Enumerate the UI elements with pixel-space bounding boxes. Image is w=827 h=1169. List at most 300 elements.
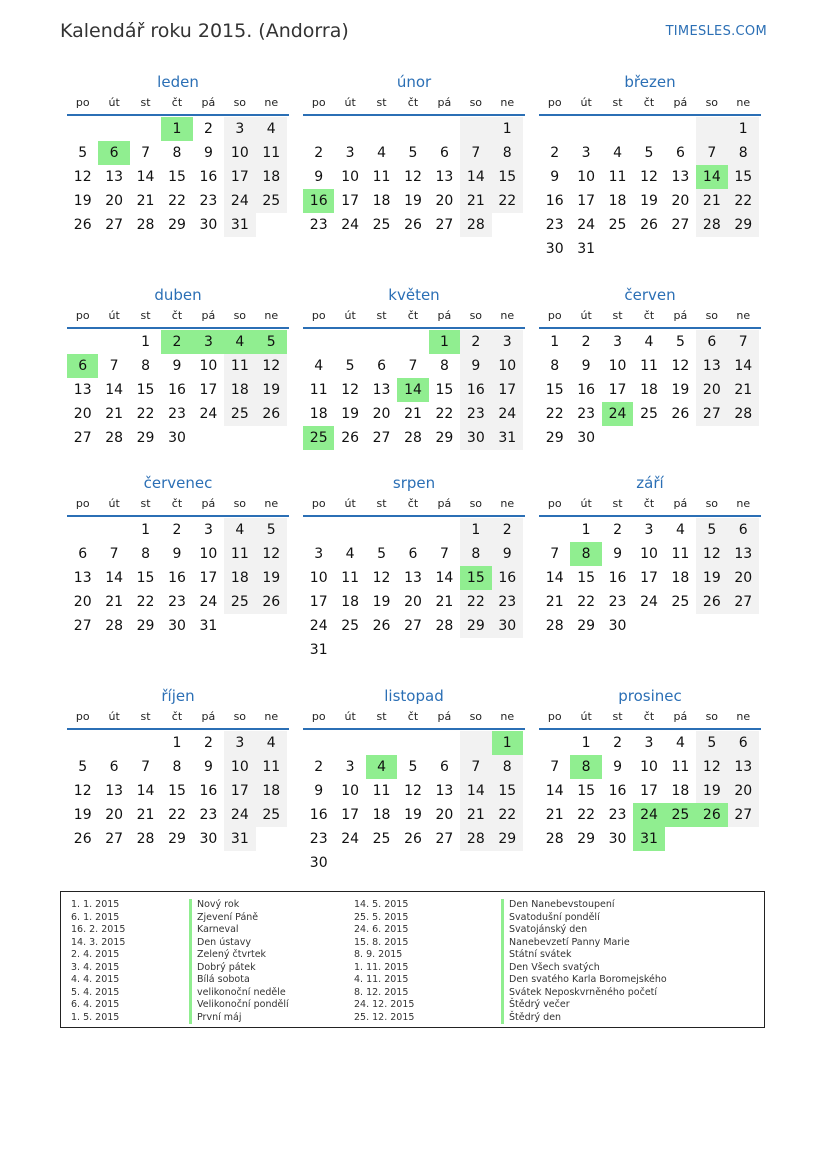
day-cell[interactable]: 27 — [105, 831, 124, 847]
day-cell[interactable]: 10 — [199, 358, 218, 374]
day-cell[interactable]: 15 — [577, 570, 596, 586]
holiday-day-cell[interactable]: 14 — [696, 165, 727, 189]
day-cell[interactable]: 21 — [136, 807, 155, 823]
day-cell[interactable]: 13 — [73, 382, 92, 398]
day-cell[interactable]: 6 — [78, 546, 88, 562]
day-cell[interactable]: 2 — [203, 121, 213, 137]
day-cell[interactable]: 20 — [105, 807, 124, 823]
day-cell[interactable]: 31 — [309, 642, 328, 658]
day-cell[interactable]: 26 — [256, 590, 287, 614]
day-cell[interactable]: 27 — [671, 217, 690, 233]
day-cell[interactable]: 28 — [728, 402, 759, 426]
day-cell[interactable]: 17 — [640, 570, 658, 586]
day-cell[interactable]: 12 — [73, 169, 92, 185]
day-cell[interactable]: 11 — [671, 759, 690, 775]
day-cell[interactable]: 12 — [640, 169, 658, 185]
day-cell[interactable]: 27 — [404, 618, 422, 634]
day-cell[interactable]: 27 — [696, 402, 727, 426]
day-cell[interactable]: 27 — [728, 803, 759, 827]
day-cell[interactable]: 20 — [435, 807, 454, 823]
holiday-day-cell[interactable]: 24 — [633, 803, 664, 827]
day-cell[interactable]: 23 — [577, 406, 596, 422]
day-cell[interactable]: 21 — [105, 594, 124, 610]
day-cell[interactable]: 31 — [577, 241, 596, 257]
day-cell[interactable]: 15 — [577, 783, 596, 799]
day-cell[interactable]: 29 — [577, 831, 596, 847]
day-cell[interactable]: 23 — [492, 590, 523, 614]
day-cell[interactable]: 4 — [256, 731, 287, 755]
day-cell[interactable]: 7 — [550, 759, 560, 775]
day-cell[interactable]: 26 — [256, 402, 287, 426]
day-cell[interactable]: 31 — [224, 827, 255, 851]
day-cell[interactable]: 16 — [492, 566, 523, 590]
day-cell[interactable]: 11 — [372, 169, 391, 185]
day-cell[interactable]: 23 — [309, 831, 328, 847]
day-cell[interactable]: 5 — [408, 145, 418, 161]
day-cell[interactable]: 7 — [439, 546, 449, 562]
day-cell[interactable]: 4 — [314, 358, 324, 374]
day-cell[interactable]: 8 — [728, 141, 759, 165]
day-cell[interactable]: 6 — [696, 330, 727, 354]
day-cell[interactable]: 12 — [671, 358, 690, 374]
day-cell[interactable]: 27 — [372, 430, 391, 446]
day-cell[interactable]: 6 — [439, 759, 449, 775]
day-cell[interactable]: 30 — [168, 618, 186, 634]
day-cell[interactable]: 4 — [377, 145, 387, 161]
day-cell[interactable]: 14 — [136, 169, 155, 185]
day-cell[interactable]: 20 — [728, 566, 759, 590]
day-cell[interactable]: 9 — [203, 145, 213, 161]
day-cell[interactable]: 8 — [141, 358, 151, 374]
day-cell[interactable]: 3 — [345, 759, 355, 775]
day-cell[interactable]: 10 — [640, 759, 658, 775]
day-cell[interactable]: 8 — [439, 358, 449, 374]
day-cell[interactable]: 24 — [341, 831, 360, 847]
day-cell[interactable]: 20 — [105, 193, 124, 209]
holiday-day-cell[interactable]: 6 — [98, 141, 129, 165]
day-cell[interactable]: 2 — [492, 518, 523, 542]
day-cell[interactable]: 13 — [73, 570, 92, 586]
day-cell[interactable]: 16 — [545, 193, 564, 209]
day-cell[interactable]: 11 — [372, 783, 391, 799]
day-cell[interactable]: 23 — [545, 217, 564, 233]
day-cell[interactable]: 24 — [492, 402, 523, 426]
day-cell[interactable]: 29 — [492, 827, 523, 851]
day-cell[interactable]: 25 — [608, 217, 627, 233]
day-cell[interactable]: 19 — [73, 193, 92, 209]
day-cell[interactable]: 13 — [105, 169, 124, 185]
day-cell[interactable]: 17 — [492, 378, 523, 402]
day-cell[interactable]: 9 — [581, 358, 591, 374]
holiday-day-cell[interactable]: 24 — [602, 402, 633, 426]
day-cell[interactable]: 8 — [172, 759, 182, 775]
day-cell[interactable]: 11 — [640, 358, 658, 374]
day-cell[interactable]: 10 — [492, 354, 523, 378]
day-cell[interactable]: 18 — [372, 807, 391, 823]
day-cell[interactable]: 27 — [728, 590, 759, 614]
day-cell[interactable]: 30 — [460, 426, 491, 450]
day-cell[interactable]: 25 — [640, 406, 658, 422]
day-cell[interactable]: 7 — [550, 546, 560, 562]
day-cell[interactable]: 5 — [256, 518, 287, 542]
day-cell[interactable]: 4 — [613, 145, 623, 161]
day-cell[interactable]: 17 — [224, 165, 255, 189]
day-cell[interactable]: 25 — [341, 618, 360, 634]
day-cell[interactable]: 19 — [671, 382, 690, 398]
day-cell[interactable]: 24 — [199, 406, 218, 422]
day-cell[interactable]: 3 — [345, 145, 355, 161]
day-cell[interactable]: 27 — [435, 831, 454, 847]
day-cell[interactable]: 27 — [73, 618, 92, 634]
day-cell[interactable]: 23 — [608, 594, 627, 610]
day-cell[interactable]: 28 — [136, 217, 155, 233]
day-cell[interactable]: 16 — [168, 570, 186, 586]
day-cell[interactable]: 14 — [435, 570, 454, 586]
day-cell[interactable]: 5 — [675, 334, 685, 350]
day-cell[interactable]: 3 — [644, 522, 654, 538]
day-cell[interactable]: 16 — [460, 378, 491, 402]
day-cell[interactable]: 13 — [728, 755, 759, 779]
day-cell[interactable]: 20 — [671, 193, 690, 209]
day-cell[interactable]: 9 — [550, 169, 560, 185]
day-cell[interactable]: 8 — [550, 358, 560, 374]
day-cell[interactable]: 21 — [105, 406, 124, 422]
day-cell[interactable]: 3 — [224, 731, 255, 755]
day-cell[interactable]: 16 — [168, 382, 186, 398]
day-cell[interactable]: 7 — [141, 145, 151, 161]
day-cell[interactable]: 6 — [675, 145, 685, 161]
day-cell[interactable]: 13 — [435, 169, 454, 185]
day-cell[interactable]: 22 — [577, 594, 596, 610]
day-cell[interactable]: 11 — [224, 354, 255, 378]
day-cell[interactable]: 24 — [224, 189, 255, 213]
holiday-day-cell[interactable]: 8 — [570, 755, 601, 779]
day-cell[interactable]: 9 — [172, 546, 182, 562]
day-cell[interactable]: 22 — [460, 590, 491, 614]
day-cell[interactable]: 9 — [460, 354, 491, 378]
day-cell[interactable]: 21 — [460, 803, 491, 827]
day-cell[interactable]: 30 — [545, 241, 564, 257]
day-cell[interactable]: 14 — [545, 783, 564, 799]
day-cell[interactable]: 11 — [671, 546, 690, 562]
day-cell[interactable]: 19 — [256, 378, 287, 402]
day-cell[interactable]: 17 — [224, 779, 255, 803]
holiday-day-cell[interactable]: 15 — [460, 566, 491, 590]
holiday-day-cell[interactable]: 26 — [696, 803, 727, 827]
day-cell[interactable]: 3 — [492, 330, 523, 354]
day-cell[interactable]: 23 — [199, 807, 218, 823]
day-cell[interactable]: 2 — [613, 522, 623, 538]
day-cell[interactable]: 29 — [168, 831, 186, 847]
day-cell[interactable]: 10 — [577, 169, 596, 185]
day-cell[interactable]: 17 — [608, 382, 627, 398]
day-cell[interactable]: 18 — [608, 193, 627, 209]
day-cell[interactable]: 18 — [640, 382, 658, 398]
day-cell[interactable]: 24 — [199, 594, 218, 610]
day-cell[interactable]: 12 — [696, 755, 727, 779]
day-cell[interactable]: 22 — [136, 406, 155, 422]
day-cell[interactable]: 17 — [341, 807, 360, 823]
day-cell[interactable]: 28 — [696, 213, 727, 237]
day-cell[interactable]: 26 — [696, 590, 727, 614]
day-cell[interactable]: 25 — [372, 831, 391, 847]
day-cell[interactable]: 28 — [105, 430, 124, 446]
day-cell[interactable]: 3 — [224, 117, 255, 141]
day-cell[interactable]: 25 — [224, 402, 255, 426]
day-cell[interactable]: 1 — [492, 117, 523, 141]
day-cell[interactable]: 24 — [224, 803, 255, 827]
day-cell[interactable]: 1 — [172, 735, 182, 751]
day-cell[interactable]: 3 — [314, 546, 324, 562]
day-cell[interactable]: 31 — [492, 426, 523, 450]
holiday-day-cell[interactable]: 5 — [256, 330, 287, 354]
day-cell[interactable]: 29 — [545, 430, 564, 446]
day-cell[interactable]: 27 — [105, 217, 124, 233]
day-cell[interactable]: 18 — [224, 566, 255, 590]
day-cell[interactable]: 10 — [199, 546, 218, 562]
day-cell[interactable]: 2 — [314, 759, 324, 775]
day-cell[interactable]: 4 — [644, 334, 654, 350]
day-cell[interactable]: 26 — [372, 618, 391, 634]
day-cell[interactable]: 30 — [168, 430, 186, 446]
day-cell[interactable]: 19 — [341, 406, 360, 422]
day-cell[interactable]: 6 — [377, 358, 387, 374]
day-cell[interactable]: 18 — [671, 783, 690, 799]
day-cell[interactable]: 5 — [78, 145, 88, 161]
day-cell[interactable]: 8 — [141, 546, 151, 562]
day-cell[interactable]: 12 — [696, 542, 727, 566]
holiday-day-cell[interactable]: 25 — [665, 803, 696, 827]
day-cell[interactable]: 25 — [671, 594, 690, 610]
day-cell[interactable]: 22 — [728, 189, 759, 213]
day-cell[interactable]: 28 — [545, 618, 564, 634]
holiday-day-cell[interactable]: 14 — [397, 378, 428, 402]
day-cell[interactable]: 8 — [172, 145, 182, 161]
day-cell[interactable]: 25 — [256, 803, 287, 827]
day-cell[interactable]: 9 — [314, 169, 324, 185]
day-cell[interactable]: 21 — [435, 594, 454, 610]
day-cell[interactable]: 11 — [608, 169, 627, 185]
day-cell[interactable]: 3 — [644, 735, 654, 751]
holiday-day-cell[interactable]: 1 — [492, 731, 523, 755]
day-cell[interactable]: 2 — [314, 145, 324, 161]
day-cell[interactable]: 12 — [372, 570, 391, 586]
day-cell[interactable]: 29 — [460, 614, 491, 638]
day-cell[interactable]: 21 — [696, 189, 727, 213]
day-cell[interactable]: 9 — [613, 546, 623, 562]
day-cell[interactable]: 4 — [675, 735, 685, 751]
day-cell[interactable]: 17 — [341, 193, 360, 209]
day-cell[interactable]: 13 — [728, 542, 759, 566]
day-cell[interactable]: 4 — [224, 518, 255, 542]
day-cell[interactable]: 18 — [671, 570, 690, 586]
day-cell[interactable]: 11 — [256, 755, 287, 779]
day-cell[interactable]: 2 — [460, 330, 491, 354]
day-cell[interactable]: 1 — [141, 334, 151, 350]
day-cell[interactable]: 26 — [341, 430, 360, 446]
day-cell[interactable]: 15 — [492, 779, 523, 803]
day-cell[interactable]: 28 — [105, 618, 124, 634]
day-cell[interactable]: 4 — [675, 522, 685, 538]
day-cell[interactable]: 9 — [492, 542, 523, 566]
day-cell[interactable]: 10 — [309, 570, 328, 586]
day-cell[interactable]: 6 — [109, 759, 119, 775]
day-cell[interactable]: 29 — [168, 217, 186, 233]
day-cell[interactable]: 16 — [199, 169, 218, 185]
day-cell[interactable]: 5 — [377, 546, 387, 562]
day-cell[interactable]: 28 — [136, 831, 155, 847]
day-cell[interactable]: 14 — [105, 382, 124, 398]
day-cell[interactable]: 31 — [199, 618, 218, 634]
day-cell[interactable]: 17 — [309, 594, 328, 610]
day-cell[interactable]: 28 — [460, 827, 491, 851]
day-cell[interactable]: 20 — [696, 378, 727, 402]
day-cell[interactable]: 21 — [728, 378, 759, 402]
day-cell[interactable]: 22 — [545, 406, 564, 422]
day-cell[interactable]: 22 — [168, 193, 186, 209]
day-cell[interactable]: 12 — [404, 169, 422, 185]
day-cell[interactable]: 5 — [696, 518, 727, 542]
day-cell[interactable]: 1 — [550, 334, 560, 350]
day-cell[interactable]: 19 — [73, 807, 92, 823]
day-cell[interactable]: 23 — [199, 193, 218, 209]
day-cell[interactable]: 7 — [141, 759, 151, 775]
day-cell[interactable]: 20 — [73, 594, 92, 610]
day-cell[interactable]: 7 — [460, 141, 491, 165]
day-cell[interactable]: 15 — [136, 570, 155, 586]
day-cell[interactable]: 6 — [728, 731, 759, 755]
day-cell[interactable]: 20 — [372, 406, 391, 422]
day-cell[interactable]: 1 — [460, 518, 491, 542]
day-cell[interactable]: 9 — [314, 783, 324, 799]
day-cell[interactable]: 21 — [136, 193, 155, 209]
day-cell[interactable]: 15 — [136, 382, 155, 398]
day-cell[interactable]: 25 — [256, 189, 287, 213]
day-cell[interactable]: 13 — [404, 570, 422, 586]
day-cell[interactable]: 14 — [136, 783, 155, 799]
holiday-day-cell[interactable]: 2 — [161, 330, 192, 354]
day-cell[interactable]: 24 — [577, 217, 596, 233]
day-cell[interactable]: 22 — [435, 406, 454, 422]
day-cell[interactable]: 11 — [256, 141, 287, 165]
day-cell[interactable]: 12 — [404, 783, 422, 799]
day-cell[interactable]: 21 — [545, 594, 564, 610]
day-cell[interactable]: 30 — [577, 430, 596, 446]
day-cell[interactable]: 29 — [435, 430, 454, 446]
day-cell[interactable]: 12 — [256, 354, 287, 378]
day-cell[interactable]: 1 — [581, 522, 591, 538]
day-cell[interactable]: 29 — [728, 213, 759, 237]
holiday-day-cell[interactable]: 31 — [633, 827, 664, 851]
day-cell[interactable]: 1 — [728, 117, 759, 141]
day-cell[interactable]: 18 — [224, 378, 255, 402]
day-cell[interactable]: 14 — [460, 779, 491, 803]
day-cell[interactable]: 16 — [608, 783, 627, 799]
day-cell[interactable]: 7 — [728, 330, 759, 354]
day-cell[interactable]: 25 — [224, 590, 255, 614]
day-cell[interactable]: 29 — [577, 618, 596, 634]
day-cell[interactable]: 15 — [492, 165, 523, 189]
day-cell[interactable]: 7 — [696, 141, 727, 165]
day-cell[interactable]: 21 — [460, 189, 491, 213]
day-cell[interactable]: 7 — [460, 755, 491, 779]
day-cell[interactable]: 26 — [73, 217, 92, 233]
day-cell[interactable]: 3 — [613, 334, 623, 350]
day-cell[interactable]: 21 — [545, 807, 564, 823]
day-cell[interactable]: 15 — [168, 169, 186, 185]
day-cell[interactable]: 20 — [404, 594, 422, 610]
day-cell[interactable]: 29 — [136, 618, 155, 634]
day-cell[interactable]: 12 — [256, 542, 287, 566]
day-cell[interactable]: 17 — [199, 382, 218, 398]
day-cell[interactable]: 26 — [671, 406, 690, 422]
day-cell[interactable]: 9 — [203, 759, 213, 775]
day-cell[interactable]: 22 — [577, 807, 596, 823]
day-cell[interactable]: 31 — [224, 213, 255, 237]
day-cell[interactable]: 23 — [608, 807, 627, 823]
day-cell[interactable]: 19 — [696, 779, 727, 803]
day-cell[interactable]: 10 — [224, 141, 255, 165]
day-cell[interactable]: 3 — [581, 145, 591, 161]
day-cell[interactable]: 14 — [460, 165, 491, 189]
day-cell[interactable]: 19 — [372, 594, 391, 610]
day-cell[interactable]: 30 — [199, 217, 218, 233]
day-cell[interactable]: 17 — [199, 570, 218, 586]
day-cell[interactable]: 11 — [224, 542, 255, 566]
holiday-day-cell[interactable]: 25 — [303, 426, 334, 450]
day-cell[interactable]: 7 — [109, 358, 119, 374]
day-cell[interactable]: 27 — [73, 430, 92, 446]
day-cell[interactable]: 2 — [172, 522, 182, 538]
day-cell[interactable]: 28 — [435, 618, 454, 634]
day-cell[interactable]: 18 — [372, 193, 391, 209]
day-cell[interactable]: 27 — [435, 217, 454, 233]
day-cell[interactable]: 18 — [341, 594, 360, 610]
day-cell[interactable]: 8 — [492, 141, 523, 165]
day-cell[interactable]: 6 — [439, 145, 449, 161]
day-cell[interactable]: 24 — [309, 618, 328, 634]
day-cell[interactable]: 2 — [613, 735, 623, 751]
day-cell[interactable]: 9 — [613, 759, 623, 775]
day-cell[interactable]: 18 — [309, 406, 328, 422]
day-cell[interactable]: 15 — [545, 382, 564, 398]
day-cell[interactable]: 2 — [581, 334, 591, 350]
day-cell[interactable]: 25 — [372, 217, 391, 233]
day-cell[interactable]: 19 — [404, 193, 422, 209]
day-cell[interactable]: 19 — [256, 566, 287, 590]
day-cell[interactable]: 24 — [341, 217, 360, 233]
holiday-day-cell[interactable]: 3 — [193, 330, 224, 354]
holiday-day-cell[interactable]: 4 — [366, 755, 397, 779]
holiday-day-cell[interactable]: 4 — [224, 330, 255, 354]
day-cell[interactable]: 9 — [172, 358, 182, 374]
day-cell[interactable]: 16 — [309, 807, 328, 823]
day-cell[interactable]: 4 — [345, 546, 355, 562]
day-cell[interactable]: 20 — [73, 406, 92, 422]
day-cell[interactable]: 23 — [460, 402, 491, 426]
day-cell[interactable]: 10 — [341, 783, 360, 799]
day-cell[interactable]: 10 — [341, 169, 360, 185]
day-cell[interactable]: 4 — [256, 117, 287, 141]
day-cell[interactable]: 30 — [608, 618, 627, 634]
day-cell[interactable]: 6 — [408, 546, 418, 562]
day-cell[interactable]: 10 — [608, 358, 627, 374]
holiday-day-cell[interactable]: 8 — [570, 542, 601, 566]
day-cell[interactable]: 1 — [141, 522, 151, 538]
day-cell[interactable]: 30 — [199, 831, 218, 847]
day-cell[interactable]: 26 — [404, 831, 422, 847]
day-cell[interactable]: 12 — [341, 382, 360, 398]
